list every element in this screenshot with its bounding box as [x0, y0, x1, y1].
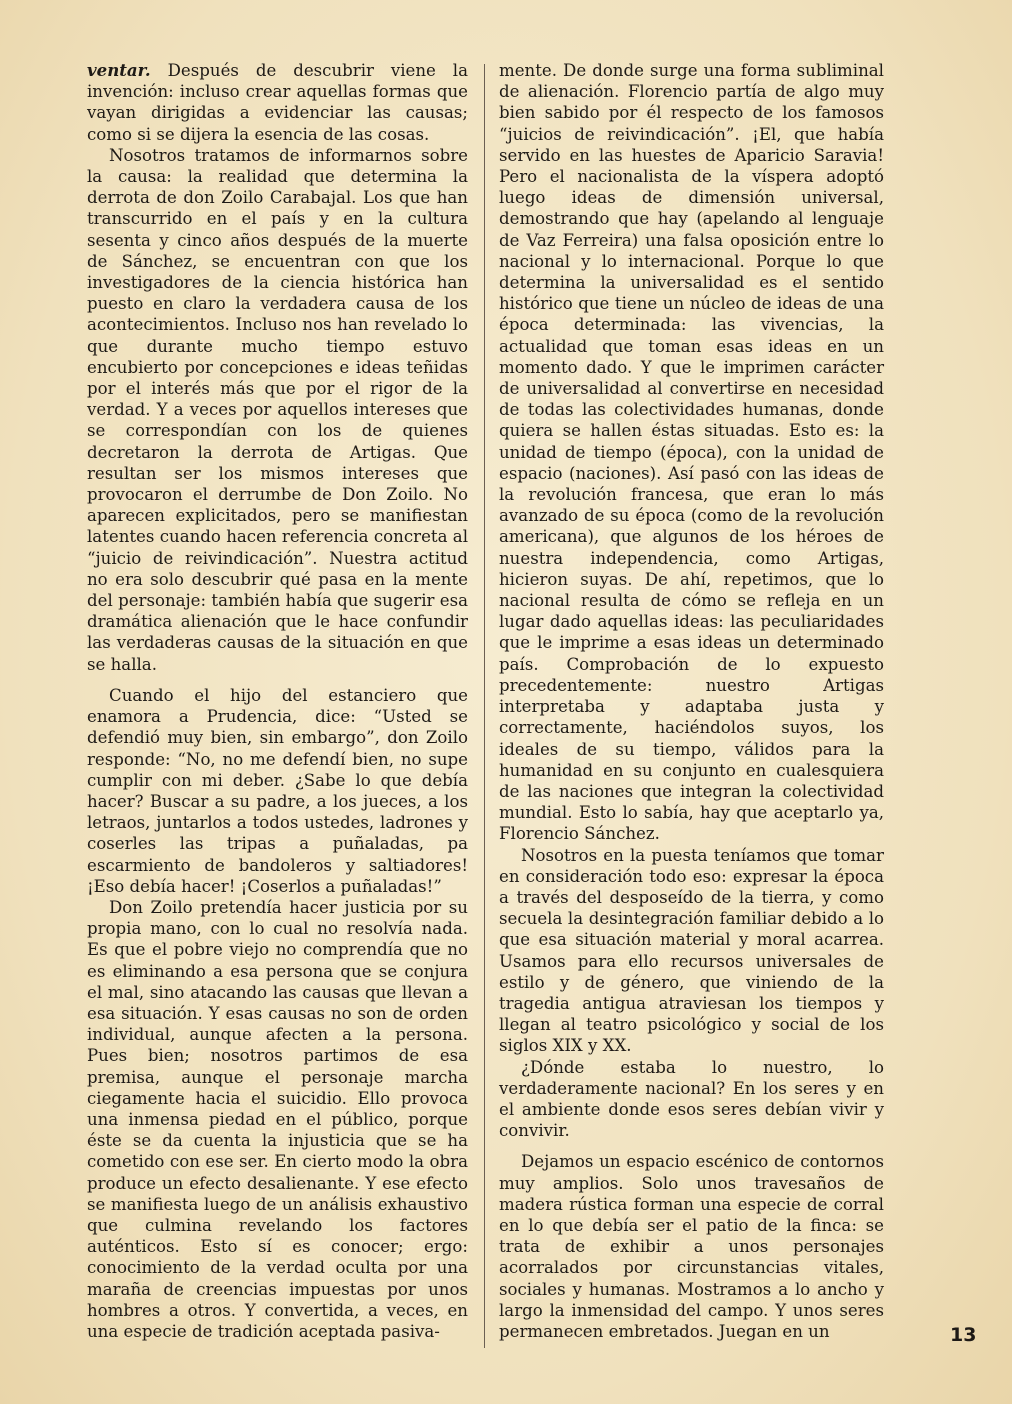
left-paragraph-1-text: Después de descubrir viene la invención: incluso crear aquellas formas que vayan dirigidas a evidenciar las causas; como si se dijera la esencia de las cosas. — [87, 61, 468, 144]
right-paragraph-4: Dejamos un espacio escénico de contornos muy amplios. Solo unos travesaños de madera rústica forman una especie de corral en lo que debía ser el patio de la finca: se trata de exhibir a unos personajes acorralados por circunstancias vitales, sociales y humanas. Mostramos a lo ancho y largo la inmensidad del campo. Y unos seres permanecen embretados. Juegan en un — [499, 1152, 884, 1341]
left-paragraph-2: Nosotros tratamos de informarnos sobre la causa: la realidad que determina la derrota de don Zoilo Carabajal. Los que han transcurrido en el país y en la cultura sesenta y cinco años después de la muerte de Sánchez, se encuentran con que los investigadores de la ciencia histórica han puesto en claro la verdadera causa de los acontecimientos. Incluso nos han revelado lo que durante mucho tiempo estuvo encubierto por concepciones e ideas teñidas por el interés más que por el rigor de la verdad. Y a veces por aquellos intereses que se correspondían con los de quienes decretaron la derrota de Artigas. Que resultan ser los mismos intereses que provocaron el derrumbe de Don Zoilo. No aparecen explicitados, pero se manifiestan latentes cuando hacen referencia concreta al “juicio de reivindicación”. Nuestra actitud no era solo descubrir qué pasa en la mente del personaje: también había que sugerir esa dramática alienación que le hace confundir las verdaderas causas de la situación en que se halla. — [87, 145, 468, 674]
left-paragraph-1 — [87, 60, 468, 145]
right-paragraph-2: Nosotros en la puesta teníamos que tomar en consideración todo eso: expresar la época a través del desposeído de la tierra, y como secuela la desintegración familiar debido a lo que esa situación material y moral acarrea. Usamos para ello recursos universales de estilo y de género, que viniendo de la tragedia antigua atraviesan los tiempos y llegan al teatro psicológico y social de los siglos XIX y XX. — [499, 845, 884, 1056]
continued-word: ventar. — [87, 60, 151, 80]
left-column — [87, 60, 468, 1342]
right-paragraph-3: ¿Dónde estaba lo nuestro, lo verdaderamente nacional? En los seres y en el ambiente donde esos seres debían vivir y convivir. — [499, 1057, 884, 1141]
right-column — [499, 60, 884, 1342]
page-number: 13 — [950, 1324, 977, 1346]
left-paragraph-3: Cuando el hijo del estanciero que enamora a Prudencia, dice: “Usted se defendió muy bien, sin embargo”, don Zoilo responde: “No, no me defendí bien, no supe cumplir con mi deber. ¿Sabe lo que debía hacer? Buscar a su padre, a los jueces, a los letraos, juntarlos a todos ustedes, ladrones y coserles las tripas a puñaladas, pa escarmiento de bandoleros y saltiadores! ¡Eso debía hacer! ¡Coserlos a puñaladas!” — [87, 685, 468, 896]
right-paragraph-1: mente. De donde surge una forma subliminal de alienación. Florencio partía de algo muy bien sabido por él respecto de los famosos “juicios de reivindicación”. ¡El, que había servido en las huestes de Aparicio Saravia! Pero el nacionalista de la víspera adoptó luego ideas de dimensión universal, demostrando que hay (apelando al lenguaje de Vaz Ferreira) una falsa oposición entre lo nacional y lo internacional. Porque lo que determina la universalidad es el sentido histórico que tiene un núcleo de ideas de una época determinada: las vivencias, la actualidad que toman esas ideas en un momento dado. Y que le imprimen carácter de universalidad al convertirse en necesidad de todas las colectividades humanas, donde quiera se hallen éstas situadas. Esto es: la unidad de tiempo (época), con la unidad de espacio (naciones). Así pasó con las ideas de la revolución francesa, que eran lo más avanzado de su época (como de la revolución americana), que algunos de los héroes de nuestra independencia, como Artigas, hicieron suyas. De ahí, repetimos, que lo nacional resulta de cómo se refleja en un lugar dado aquellas ideas: las peculiaridades que le imprime a esas ideas un determinado país. Comprobación de lo expuesto precedentemente: nuestro Artigas interpretaba y adaptaba justa y correctamente, haciéndolos suyos, los ideales de su tiempo, válidos para la humanidad en su conjunto en cualesquiera de las naciones que integran la colectividad mundial. Esto lo sabía, hay que aceptarlo ya, Florencio Sánchez. — [499, 61, 884, 844]
column-divider — [484, 64, 485, 1348]
left-paragraph-4: Don Zoilo pretendía hacer justicia por su propia mano, con lo cual no resolvía nada. Es que el pobre viejo no comprendía que no es eliminando a esa persona que se conjura el mal, sino atacando las causas que llevan a esa situación. Y esas causas no son de orden individual, aunque afecten a la persona. Pues bien; nosotros partimos de esa premisa, aunque el personaje marcha ciegamente hacia el suicidio. Ello provoca una inmensa piedad en el público, porque éste se da cuenta la injusticia que se ha cometido con ese ser. En cierto modo la obra produce un efecto desalienante. Y ese efecto se manifiesta luego de un análisis exhaustivo que culmina revelando los factores auténticos. Esto sí es conocer; ergo: conocimiento de la verdad oculta por una maraña de creencias impuestas por unos hombres a otros. Y convertida, a veces, en una especie de tradición aceptada pasiva- — [87, 897, 468, 1341]
